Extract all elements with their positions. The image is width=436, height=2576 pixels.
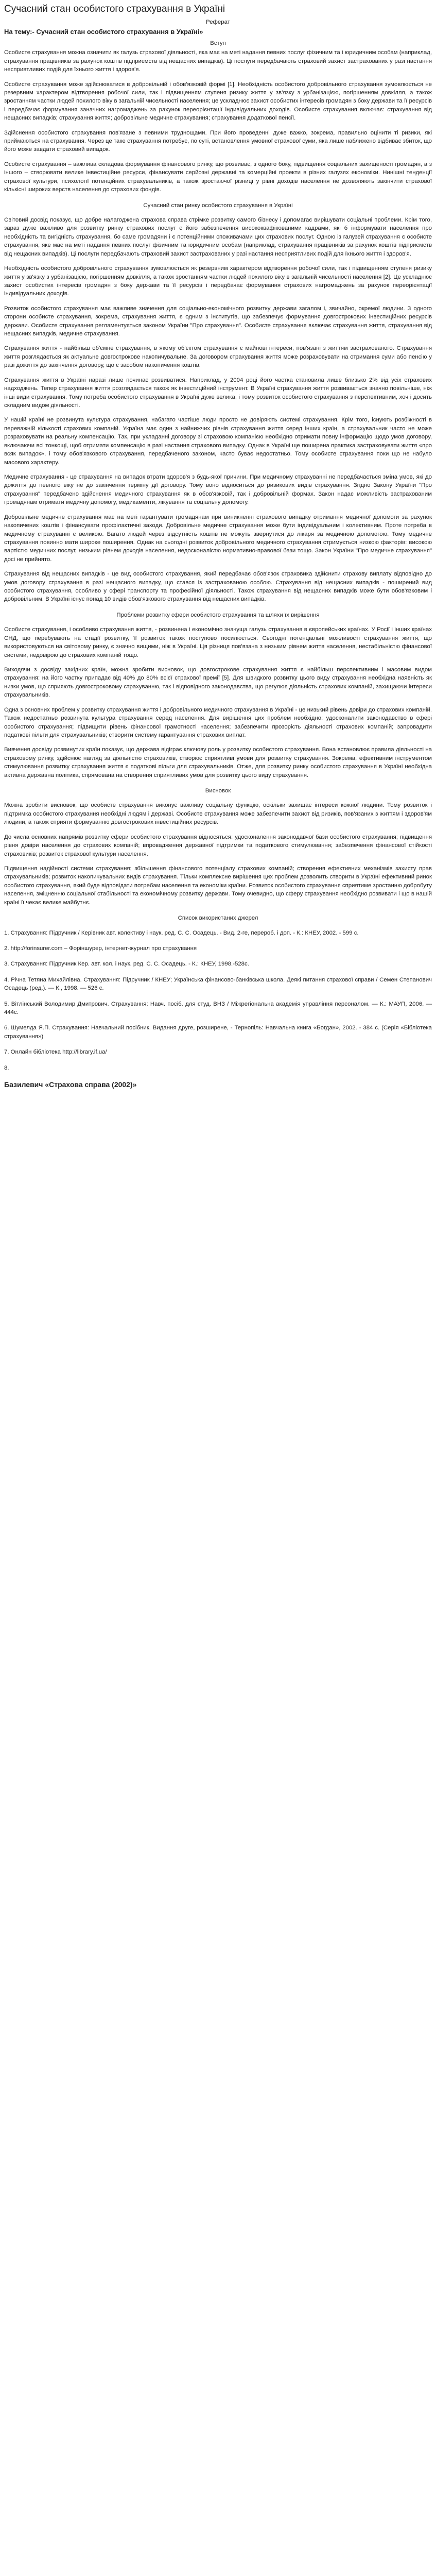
conclusions-paragraph: Можна зробити висновок, що особисте страхування виконує важливу соціальну функцію, оскільки захищає інтереси кожної людини. Тому розвиток і підтримка особистого страхування необхідні людям і державі. Особисте страхування може забезпечити захист від ризиків, пов'язаних з життям і здоров'ям людини, а також сприяти формуванню довгострокових інвестиційних ресурсів. xyxy=(4,802,432,826)
reference-item: 8. xyxy=(4,1064,9,1071)
topic-label: На тему:- xyxy=(4,28,34,36)
intro-heading: Вступ xyxy=(210,40,226,46)
reference-item: 6. Шумелда Я.П. Страхування: Навчальний посібник. Видання друге, розширене, - Тернопіль: Навчальна книга «Богдан», 2002. - 384 с. (Серія «Бібліотека страхування») xyxy=(4,1025,432,1040)
body-paragraph: Страхування життя в Україні наразі лише починає розвиватися. Наприклад, у 2004 році його частка становила лише близько 2% від усіх страхових надходжень. Тепер страхування життя розглядається також як інвестиційний інструмент. В Україні страхування життя розвивається значно повільніше, ніж інші види страхування. Тому потреба особистого страхування в Україні дуже велика, і тому розвиток особистого страхування з перспективним, хоч і досить складним видом діяльності. xyxy=(4,377,432,409)
document-topic xyxy=(4,27,432,37)
conclusions-paragraph: Підвищення надійності системи страхування; збільшення фінансового потенціалу страхових компаній; створення ефективних механізмів захисту прав страхувальників; розвиток накопичувальних видів страхування. Тільки комплексне вирішення цих проблем дозволить створити в Україні ефективний ринок особистого страхування, який буде відповідати потребам населення та економіки країни. Розвиток особистого страхування сприятиме зростанню добробуту населення, зміцненню соціальної стабільності та економічному розвитку держави. Тому очевидно, що сферу страхування необхідно розвивати і що в нашій країні її чекає велике майбутнє. xyxy=(4,866,432,906)
problems-paragraph: Особисте страхування, і особливо страхування життя, - розвинена і економічно значуща галузь страхування в європейських країнах. У Росії і інших країнах СНД, що перебувають на стадії розвитку, її розвиток також поступово посилюється. Сьогодні потенціальні можливості страхування життя, що використовуються на світовому ринку, є значно вищими, ніж в Україні. Ця різниця пов'язана з низьким рівнем життя населення, нестабільністю фінансової системи, недовірою до страхових компаній тощо. xyxy=(4,626,432,658)
reference-item[interactable]: 2. http://forinsurer.com – Форіншурер, інтернет-журнал про страхування xyxy=(4,945,197,952)
problems-paragraph: Одна з основних проблем у розвитку страхування життя і добровільного медичного страхування в Україні - це низький рівень довіри до страхових компаній. Також недостатньо розвинута культура страхування серед населення. Для вирішення цих проблем необхідно: удосконалити законодавство в сфері особистого страхування; підвищити рівень фінансової грамотності населення; забезпечити прозорість діяльності страхових компаній; запровадити податкові пільги для страхувальників; створити систему гарантування страхових виплат. xyxy=(4,706,432,738)
reference-item: 5. Вітлінський Володимир Дмитрович. Страхування: Навч. посіб. для студ. ВНЗ / Міжрегіональна академія управління персоналом. — К.: МАУП, 2006. — 444с. xyxy=(4,1001,432,1016)
body-paragraph: Страхування життя - найбільш об'ємне страхування, в якому об'єктом страхування є майнові інтереси, пов'язані з життям застрахованого. Страхування життя розглядається як актуальне довгострокове накопичувальне. За договором страхування життя може розраховувати на отримання суми або пенсію у разі дожиття до закінчення договору, що є засобом накопичення коштів. xyxy=(4,345,432,369)
document-genre: Реферат xyxy=(206,19,230,25)
reference-item[interactable]: 7. Онлайн бібліотека http://library.if.ua/ xyxy=(4,1049,107,1056)
body-paragraph: Світовий досвід показує, що добре налагоджена страхова справа стрімке розвитку самого бізнесу і допомагає вирішувати соціальні проблеми. Крім того, зараз дуже важливо для розвитку ринку страхових послуг є його забезпечення висококвафікованими кадрами, які б інформувати населення про необхідність та вигідність страхування, бо саме громадяни і є потенційними споживачами цих страхових послуг. Одною із галузей страхування є особисте страхування, яке має на меті надання певних послуг фізичним та юридичним особам (наприклад, страхування працівників за рахунок коштів підприємств від нещасних випадків). Ці послуги передбачають страховий захист застрахованих у разі настання несприятливих подій для їхнього життя і здоров'я. xyxy=(4,217,432,257)
footer-title: Базилевич «Страхова справа (2002)» xyxy=(4,1080,137,1089)
body-section xyxy=(4,216,432,604)
intro-paragraph: Здійснення особистого страхування пов'язане з певними труднощами. При його проведенні дуже важко, зокрема, правильно оцінити ті ризики, які приймаються на страхування. Через це таке страхування потребує, по суті, встановлення умовної страхової суми, яка лише наближено відбиває збиток, що його може завдати страховий випадок. xyxy=(4,129,432,153)
reference-item: 3. Страхування: Підручник Кер. авт. кол. і наук. ред. С. С. Осадець. - К.: КНЕУ, 1998.-528с. xyxy=(4,961,249,968)
reference-item: 1. Страхування: Підручник / Керівник авт. колективу і наук. ред. С. С. Осадець. - Вид. 2-ге, перероб. і доп. - К.: КНЕУ, 2002. - 599 с. xyxy=(4,929,359,936)
intro-paragraph: Особисте страхування може здійснюватися в добровільній і обов'язковій формі [1]. Необхідність особистого добровільного страхування зумовлюється не резервним характером відтворення робочої сили, так і підвищенням ступеня ризику життя у зв'язку з урбанізацією, погіршенням довкілля, а також зростанням частки людей похилого віку в загальній чисельності населення; це ускладнює захист особистих інтересів громадян з боку держави та її ресурсів і передбачає формування заначних нагромаджень за рахунок переорієнтації індивідуальних доходів. Особисте страхування включає: страхування від нещасних випадків; страхування життя; добровільне медичне страхування; страхування додаткової пенсії. xyxy=(4,81,432,122)
conclusions-heading: Висновок xyxy=(205,788,231,794)
problems-heading: Проблеми розвитку сфери особистого страхування та шляхи їх вирішення xyxy=(116,612,320,618)
section-heading: Сучасний стан ринку особистого страхування в Україні xyxy=(143,202,293,209)
topic-title: Сучасний стан особистого страхування в Україні» xyxy=(36,28,203,36)
intro-paragraph: Особисте страхування можна означити як галузь страхової діяльності, яка має на меті надання певних послуг фізичним та і юридичним особам (наприклад, страхування працівників за рахунок коштів підприємств від нещасних випадків). Ці послуги передбачають страховий захист застрахованих у разі настання несприятливих подій для їхнього життя і здоров'я. xyxy=(4,49,432,73)
document-title: Сучасний стан особистого страхування в Україні xyxy=(4,4,225,14)
problems-paragraph: Виходячи з досвіду західних країн, можна зробити висновок, що довгострокове страхування життя є найбільш перспективним і масовим видом страхування: на його частку припадає від 40% до 80% всієї страхової премії [5]. Для швидкого розвитку цього виду страхування необхідна наявність як низки умов, що сприяють довгостроковому страхуванню, так і відповідного законодавства, що регулює діяльність страхових компаній, захищаючи інтереси страхувальників. xyxy=(4,666,432,699)
problems-paragraph: Вивчення досвіду розвинутих країн показує, що держава відіграє ключову роль у розвитку особистого страхування. Вона встановлює правила діяльності на страховому ринку, здійснює нагляд за діяльністю страховиків, створює сприятливі умови для розвитку страхування. Зокрема, ефективним інструментом стимулювання розвитку страхування життя є податкові пільги для страхувальників. Отже, для розвитку ринку особистого страхування в Україні необхідна активна державна політика, спрямована на створення сприятливих умов для розвитку цього виду страхування. xyxy=(4,747,432,778)
body-paragraph: Необхідність особистого добровільного страхування зумовлюється як резервним характером відтворення робочої сили, так і підвищенням ступеня ризику життя у зв'язку з урбанізацією, погіршенням довкілля, а також зростанням частки людей похилого віку в загальній чисельності населення [2]. Це ускладнює захист особистих інтересів громадян з боку держави та її ресурсів і передбачає формування страхових нагромаджень за рахунок переорієнтації індивідуальних доходів. xyxy=(4,265,432,297)
body-paragraph: У нашій країні не розвинута культура страхування, набагато частіше люди просто не довіряють системі страхування. Крім того, існують розбіжності в переважній кількості страхових компаній. Україна має один з найнижчих рівнів страхування життя серед інших країн, а страхувальник часто не може розраховувати на реальну компенсацію. Так, при укладанні договору зі страховою компанією необхідно отримати повну інформацію щодо умов договору, включаючи всі тонкощі, щоб отримати компенсацію в разі настання страхового випадку. Однак в Україні ще поширена практика застраховувати життя «про всяк випадок», і тому обов'язкового страхування, передбаченого законом, часто буває недостатньо. Тому особисте страхування поки що не набуло масового характеру. xyxy=(4,417,432,466)
intro-paragraph: Особисте страхування – важлива складова формування фінансового ринку, що розвиває, з одного боку, підвищення соціальних захищеності громадян, а з іншого – створювати велике інвестиційне ресурси, фінансувати серйозні державні та комерційні проекти в різних галузях економіки. Нинішні тенденції страхової культури, психології потенційних страхувальників, а також зростаючої різниці у рівні доходів населення не дозволяють закінчити страхової кількісні широких верств населення до страхових фондів. xyxy=(4,161,432,193)
reference-item: 4. Річна Тетяна Михайлівна. Страхування: Підручник / КНЕУ; Українська фінансово-банківська школа. Деякі питання страхової справи / Семен Степанович Осадець (ред.). — К., 1998. — 526 с. xyxy=(4,976,432,992)
conclusions-section xyxy=(4,801,432,907)
document-page xyxy=(0,0,436,1098)
references-heading: Список використаних джерел xyxy=(178,915,258,922)
body-paragraph: Страхування від нещасних випадків - це вид особистого страхування, який передбачає обов'язок страховика здійснити страхову виплату відповідно до умов договору страхування в разі нещасного випадку, що стався із застрахованою особою. Страхування від нещасних випадків - поширений вид особистого страхування, особливо у сфері транспорту та професійної діяльності. Також страхування від нещасних випадків може бути обов'язковим і добровільним. В Україні існує понад 10 видів обов'язкового страхування від нещасних випадків. xyxy=(4,571,432,603)
references-list xyxy=(4,929,432,1073)
body-paragraph: Медичне страхування - це страхування на випадок втрати здоров'я з будь-якої причини. При медичному страхуванні не передбачається зміна умов, які до дожиття до певного віку не до закінчення терміну дії договору. Тому воно відноситься до ризикових видів страхування. Згідно Закону України "Про страхування" передбачено здійснення медичного страхування як в обов'язковій, так і добровільній формах. Закон надає можливість застрахованим громадянам отримати медичну допомогу, медикаменти, лікування та соціальну допомогу. xyxy=(4,473,432,506)
intro-section xyxy=(4,48,432,194)
body-paragraph: Добровільне медичне страхування має на меті гарантувати громадянам при виникненні страхового випадку отримання медичної допомоги за рахунок накопичених коштів і фінансувати профілактичні заходи. Добровільне медичне страхування може бути індивідуальним і колективним. Проте потреба в медичному страхуванні є великою. Багато людей через відсутність коштів не можуть звернутися до лікаря за медичною допомогою. Тому медичне страхування повинно мати широке поширення. Однак на сьогодні розвиток добровільного медичного страхування стримується низкою факторів: високою вартістю медичних послуг, низьким рівнем доходів населення, недосконалістю нормативно-правової бази тощо. Закон України "Про медичне страхування" досі не прийнято. xyxy=(4,514,432,563)
problems-section xyxy=(4,625,432,779)
conclusions-paragraph: До числа основних напрямів розвитку сфери особистого страхування відносяться: удосконалення законодавчої бази особистого страхування; підвищення рівня довіри населення до страхових компаній; впровадження державної підтримки та податкового стимулювання; забезпечення фінансової стійкості страховиків; розвиток страхової культури населення. xyxy=(4,834,432,857)
body-paragraph: Розвиток особистого страхування має важливе значення для соціально-економічного розвитку держави загалом і, звичайно, окремої людини. З одного сторони особисте страхування, зокрема, страхування життя, є одним з інститутів, що забезпечує формування довгострокових інвестиційних ресурсів держави. Особисте страхування регламентується законом України "Про страхування". Особисте страхування включає страхування життя, страхування від нещасних випадків, медичне страхування. xyxy=(4,305,432,337)
